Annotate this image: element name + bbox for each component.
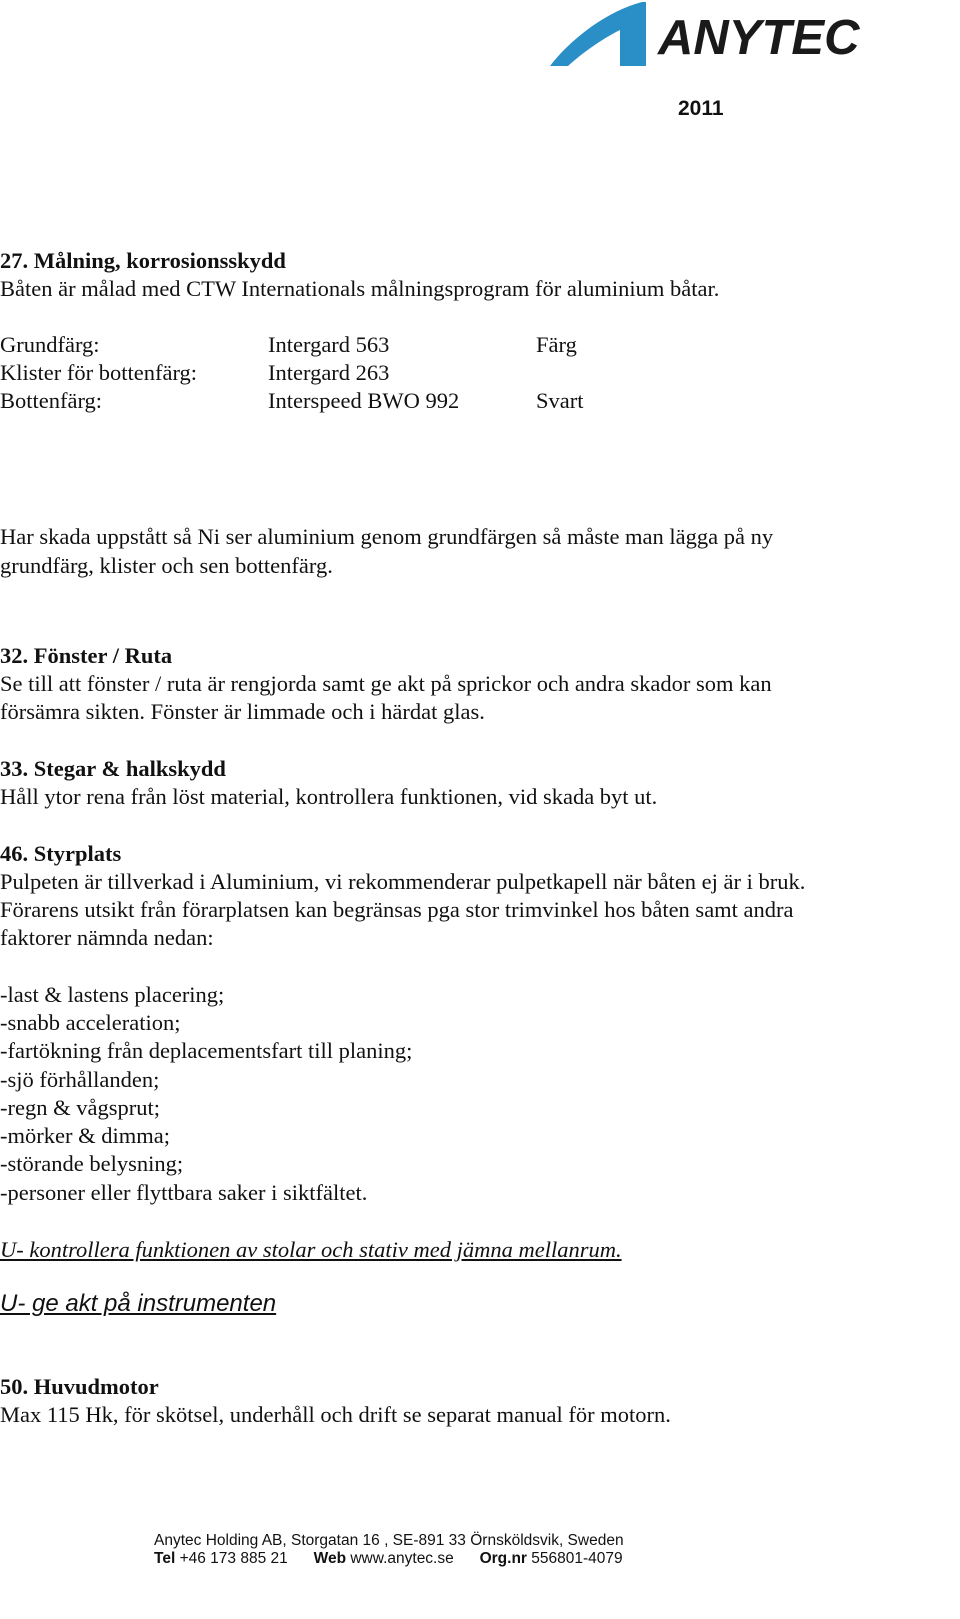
list-item: -snabb acceleration; bbox=[0, 1010, 181, 1035]
document-year: 2011 bbox=[678, 97, 724, 120]
section-32-heading: 32. Fönster / Ruta bbox=[0, 643, 173, 668]
section-33-heading: 33. Stegar & halkskydd bbox=[0, 756, 226, 781]
maintenance-note-seats: U- kontrollera funktionen av stolar och stativ med jämna mellanrum. bbox=[0, 1237, 622, 1262]
footer-web-link[interactable]: www.anytec.se bbox=[350, 1550, 454, 1567]
list-item: -regn & vågsprut; bbox=[0, 1095, 160, 1120]
list-item: -last & lastens placering; bbox=[0, 982, 225, 1007]
list-item: -mörker & dimma; bbox=[0, 1123, 170, 1148]
section-27-intro: Båten är målad med CTW Internationals målningsprogram för aluminium båtar. bbox=[0, 276, 720, 301]
section-50-heading: 50. Huvudmotor bbox=[0, 1374, 159, 1399]
damage-text-line-2: grundfärg, klister och sen bottenfärg. bbox=[0, 553, 333, 578]
brand-wordmark: ANYTEC bbox=[658, 11, 860, 65]
paint-row-color: Svart bbox=[536, 388, 584, 413]
footer-org-number: 556801-4079 bbox=[531, 1550, 623, 1567]
section-46-line-2: Förarens utsikt från förarplatsen kan begränsas pga stor trimvinkel hos båten samt andra bbox=[0, 897, 794, 922]
damage-text-line-1: Har skada uppstått så Ni ser aluminium genom grundfärgen så måste man lägga på ny bbox=[0, 524, 774, 549]
list-item: -störande belysning; bbox=[0, 1151, 184, 1176]
footer-web-label: Web bbox=[313, 1550, 347, 1567]
paint-row-product: Interspeed BWO 992 bbox=[268, 388, 460, 413]
paint-row-product: Intergard 263 bbox=[268, 360, 390, 385]
list-item: -fartökning från deplacementsfart till planing; bbox=[0, 1038, 413, 1063]
list-item: -sjö förhållanden; bbox=[0, 1067, 160, 1092]
section-32-line-1: Se till att fönster / ruta är rengjorda samt ge akt på sprickor och andra skador som kan bbox=[0, 671, 772, 696]
section-50-line-1: Max 115 Hk, för skötsel, underhåll och drift se separat manual för motorn. bbox=[0, 1402, 671, 1427]
paint-row-label: Klister för bottenfärg: bbox=[0, 360, 198, 385]
footer-address: Anytec Holding AB, Storgatan 16 , SE-891 33 Örnsköldsvik, Sweden bbox=[154, 1532, 624, 1549]
section-32-line-2: försämra sikten. Fönster är limmade och i härdat glas. bbox=[0, 699, 485, 724]
section-46-heading: 46. Styrplats bbox=[0, 841, 122, 866]
section-27-heading: 27. Målning, korrosionsskydd bbox=[0, 248, 286, 273]
paint-row-label: Grundfärg: bbox=[0, 332, 100, 357]
footer-contact bbox=[154, 1550, 623, 1568]
footer-tel: +46 173 885 21 bbox=[179, 1550, 288, 1567]
footer-tel-label: Tel bbox=[154, 1550, 176, 1567]
maintenance-note-instruments: U- ge akt på instrumenten bbox=[0, 1290, 277, 1317]
list-item: -personer eller flyttbara saker i siktfältet. bbox=[0, 1180, 368, 1205]
section-33-line-1: Håll ytor rena från löst material, kontrollera funktionen, vid skada byt ut. bbox=[0, 784, 658, 809]
footer-org-label: Org.nr bbox=[479, 1550, 527, 1567]
section-46-line-1: Pulpeten är tillverkad i Aluminium, vi rekommenderar pulpetkapell när båten ej är i bruk. bbox=[0, 869, 806, 894]
anytec-logo bbox=[550, 0, 935, 70]
paint-row-label: Bottenfärg: bbox=[0, 388, 103, 413]
paint-row-product: Intergard 563 bbox=[268, 332, 390, 357]
section-46-line-3: faktorer nämnda nedan: bbox=[0, 925, 214, 950]
anytec-logo-mark bbox=[550, 0, 935, 70]
paint-row-color: Färg bbox=[536, 332, 577, 357]
